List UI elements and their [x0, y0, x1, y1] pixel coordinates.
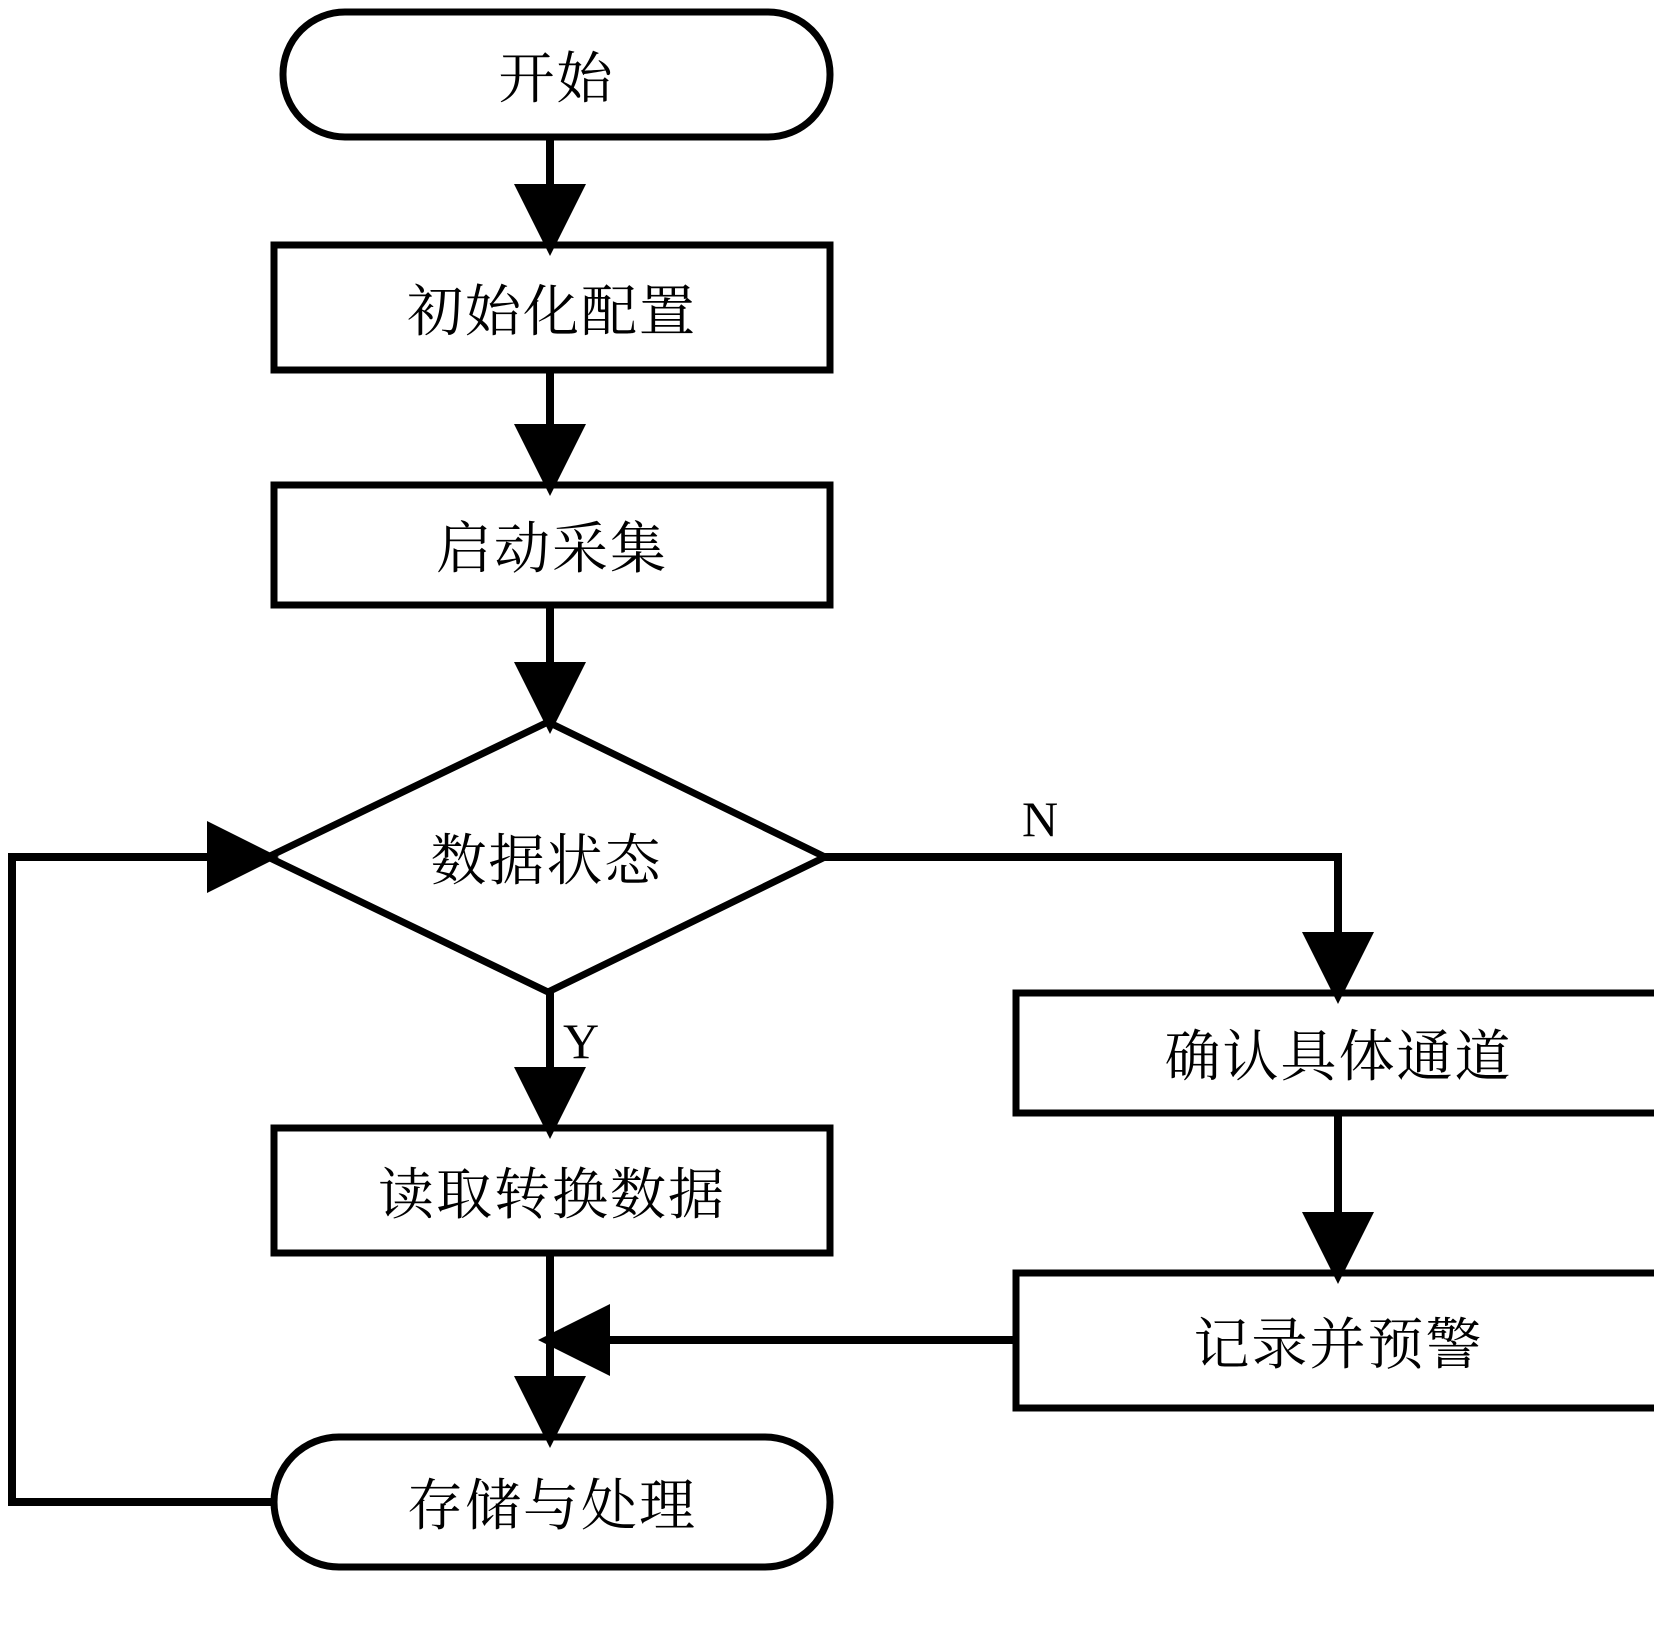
node-acquire-shape: [274, 485, 830, 605]
node-init-shape: [274, 245, 830, 370]
edge-store-decide-loop: [12, 857, 274, 1502]
node-warn-shape: [1016, 1273, 1654, 1408]
node-init-label: 初始化配置: [407, 281, 697, 344]
node-store-shape: [274, 1437, 830, 1567]
node-channel-shape: [1016, 993, 1654, 1113]
node-channel-label: 确认具体通道: [1164, 1027, 1513, 1089]
node-warn-label: 记录并预警: [1193, 1314, 1484, 1377]
node-read-label: 读取转换数据: [378, 1164, 726, 1227]
edge-label-n: N: [1022, 791, 1059, 847]
node-acquire-label: 启动采集: [436, 519, 668, 581]
node-start-label: 开始: [498, 48, 615, 111]
node-start-shape: [283, 12, 830, 137]
node-read-shape: [274, 1128, 830, 1253]
node-decide-shape: [268, 722, 825, 992]
node-decide-label: 数据状态: [430, 831, 663, 893]
node-store-label: 存储与处理: [407, 1476, 697, 1538]
edge-decide-channel: [825, 857, 1338, 986]
edge-label-y: Y: [563, 1013, 600, 1069]
